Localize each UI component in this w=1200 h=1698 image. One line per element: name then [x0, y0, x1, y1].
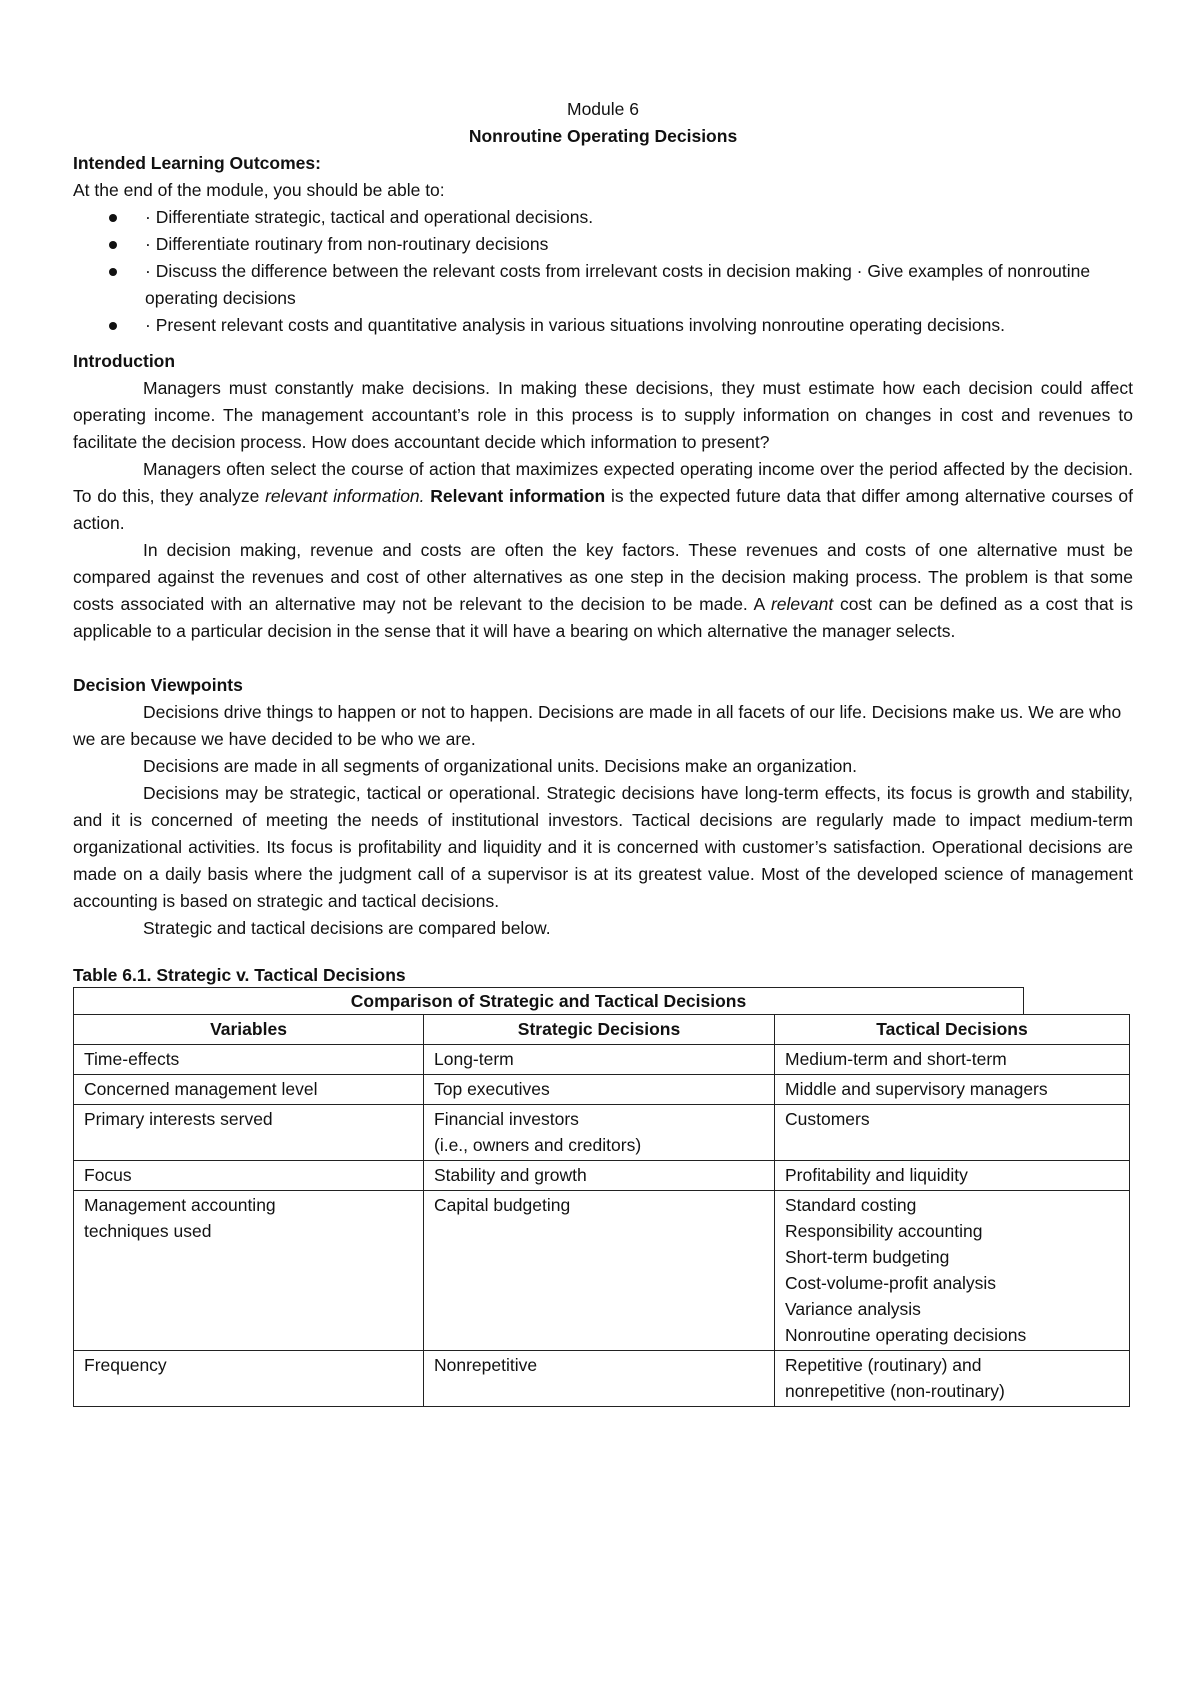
outcome-item [73, 258, 1133, 312]
table-cell [74, 1045, 424, 1075]
table-cell [424, 1075, 775, 1105]
cell-line: Capital budgeting [434, 1195, 571, 1215]
bullet-icon [109, 214, 117, 222]
comparison-table [73, 1014, 1130, 1407]
cell-line: Variance analysis [785, 1299, 921, 1319]
intro-p3-italic: relevant [770, 594, 834, 614]
cell-line: Nonrepetitive [434, 1355, 538, 1375]
cell-line: Nonroutine operating decisions [785, 1325, 1027, 1345]
viewpoints-paragraph-3: Decisions may be strategic, tactical or operational. Strategic decisions have long-term effects, its focus is growth and stability, and it is concerned of meeting the needs of institutional investors. Tactical decisions are regularly made to impact medium-term organizational activities. Its focus is profitability and liquidity and it is concerned with customer’s satisfaction. Operational decisions are made on a daily basis where the judgment call of a supervisor is at its greatest value. Most of the developed science of management accounting is based on strategic and tactical decisions. [73, 783, 1133, 911]
table-cell [775, 1105, 1130, 1161]
intro-p3-text-b: cost can be defined as a cost that is applicable to a particular decision in the sense that it will have a bearing on which alternative the manager selects. [73, 594, 1133, 641]
outcomes-lead: At the end of the module, you should be able to: [73, 180, 445, 200]
cell-line: Frequency [84, 1355, 167, 1375]
introduction-paragraph-3 [73, 537, 1133, 645]
table-cell [775, 1161, 1130, 1191]
table-row [74, 1045, 1130, 1075]
cell-line: Concerned management level [84, 1079, 318, 1099]
cell-line: Top executives [434, 1079, 550, 1099]
column-header-strategic: Strategic Decisions [424, 1015, 775, 1045]
table-row [74, 1351, 1130, 1407]
outcome-text: · Differentiate strategic, tactical and operational decisions. [145, 207, 594, 227]
column-header-tactical: Tactical Decisions [775, 1015, 1130, 1045]
introduction-paragraph-2 [73, 456, 1133, 537]
table-cell [74, 1105, 424, 1161]
table-cell [424, 1161, 775, 1191]
cell-line: Focus [84, 1165, 132, 1185]
intro-p3-text-a: In decision making, revenue and costs are often the key factors. These revenues and costs of one alternative must be compared against the revenues and cost of other alternatives as one step in the decision making process. The problem is that some costs associated with an alternative may not be relevant to the decision to be made. A [73, 540, 1133, 614]
cell-line: Profitability and liquidity [785, 1165, 968, 1185]
intro-p2-bold: Relevant information [430, 486, 606, 506]
cell-line: Cost-volume-profit analysis [785, 1273, 997, 1293]
cell-line: Financial investors [434, 1109, 579, 1129]
cell-line: Short-term budgeting [785, 1247, 950, 1267]
cell-line: Management accounting [84, 1195, 276, 1215]
module-title: Nonroutine Operating Decisions [468, 126, 738, 146]
cell-line: Responsibility accounting [785, 1221, 983, 1241]
table-title: Comparison of Strategic and Tactical Decisions [73, 987, 1024, 1014]
table-row [74, 1191, 1130, 1351]
outcome-item [73, 312, 1133, 339]
outcomes-heading: Intended Learning Outcomes: [73, 153, 321, 173]
table-body [74, 1045, 1130, 1407]
module-label: Module 6 [567, 99, 639, 119]
bullet-icon [109, 322, 117, 330]
cell-line: Medium-term and short-term [785, 1049, 1007, 1069]
table-cell [775, 1045, 1130, 1075]
cell-line: Time-effects [84, 1049, 180, 1069]
outcomes-list [73, 204, 1133, 339]
table-cell [775, 1191, 1130, 1351]
table-cell [424, 1351, 775, 1407]
cell-line: nonrepetitive (non-routinary) [785, 1381, 1005, 1401]
table-caption: Table 6.1. Strategic v. Tactical Decisions [73, 965, 406, 985]
cell-line: Stability and growth [434, 1165, 587, 1185]
viewpoints-paragraph-4: Strategic and tactical decisions are compared below. [143, 918, 551, 938]
table-cell [775, 1351, 1130, 1407]
document-page [73, 96, 1133, 1407]
cell-line: Middle and supervisory managers [785, 1079, 1048, 1099]
table-header-row [74, 1015, 1130, 1045]
table-cell [74, 1351, 424, 1407]
table-cell [424, 1045, 775, 1075]
cell-line: Primary interests served [84, 1109, 273, 1129]
outcome-text: · Differentiate routinary from non-routinary decisions [145, 234, 549, 254]
cell-line: techniques used [84, 1221, 212, 1241]
cell-line: Long-term [434, 1049, 514, 1069]
intro-p2-italic: relevant information. [265, 486, 425, 506]
outcome-text: · Present relevant costs and quantitative analysis in various situations involving nonroutine operating decisions. [145, 315, 1005, 335]
table-cell [775, 1075, 1130, 1105]
table-cell [74, 1075, 424, 1105]
cell-line: Repetitive (routinary) and [785, 1355, 982, 1375]
table-row [74, 1161, 1130, 1191]
table-row [74, 1075, 1130, 1105]
introduction-heading: Introduction [73, 351, 176, 371]
intro-p2-text-b: is the expected future data that differ among alternative courses of action. [73, 486, 1133, 533]
cell-line: Standard costing [785, 1195, 917, 1215]
outcome-item [73, 231, 1133, 258]
column-header-variables: Variables [74, 1015, 424, 1045]
table-cell [424, 1191, 775, 1351]
intro-p2-text-a: Managers often select the course of action that maximizes expected operating income over the period affected by the decision. To do this, they analyze [73, 459, 1133, 506]
outcome-text: · Discuss the difference between the relevant costs from irrelevant costs in decision making · Give examples of nonroutine operating decisions [145, 261, 1091, 308]
outcome-item [73, 204, 1133, 231]
viewpoints-heading: Decision Viewpoints [73, 675, 243, 695]
table-row [74, 1105, 1130, 1161]
viewpoints-paragraph-2: Decisions are made in all segments of organizational units. Decisions make an organization. [143, 756, 857, 776]
viewpoints-paragraph-1: Decisions drive things to happen or not to happen. Decisions are made in all facets of our life. Decisions make us. We are who we are because we have decided to be who we are. [73, 702, 1122, 749]
table-cell [74, 1191, 424, 1351]
table-cell [424, 1105, 775, 1161]
bullet-icon [109, 268, 117, 276]
cell-line: Customers [785, 1109, 870, 1129]
bullet-icon [109, 241, 117, 249]
cell-line: (i.e., owners and creditors) [434, 1135, 642, 1155]
table-cell [74, 1161, 424, 1191]
introduction-paragraph-1: Managers must constantly make decisions. In making these decisions, they must estimate how each decision could affect operating income. The management accountant’s role in this process is to supply information on changes in cost and revenues to facilitate the decision process. How does accountant decide which information to present? [73, 378, 1133, 452]
